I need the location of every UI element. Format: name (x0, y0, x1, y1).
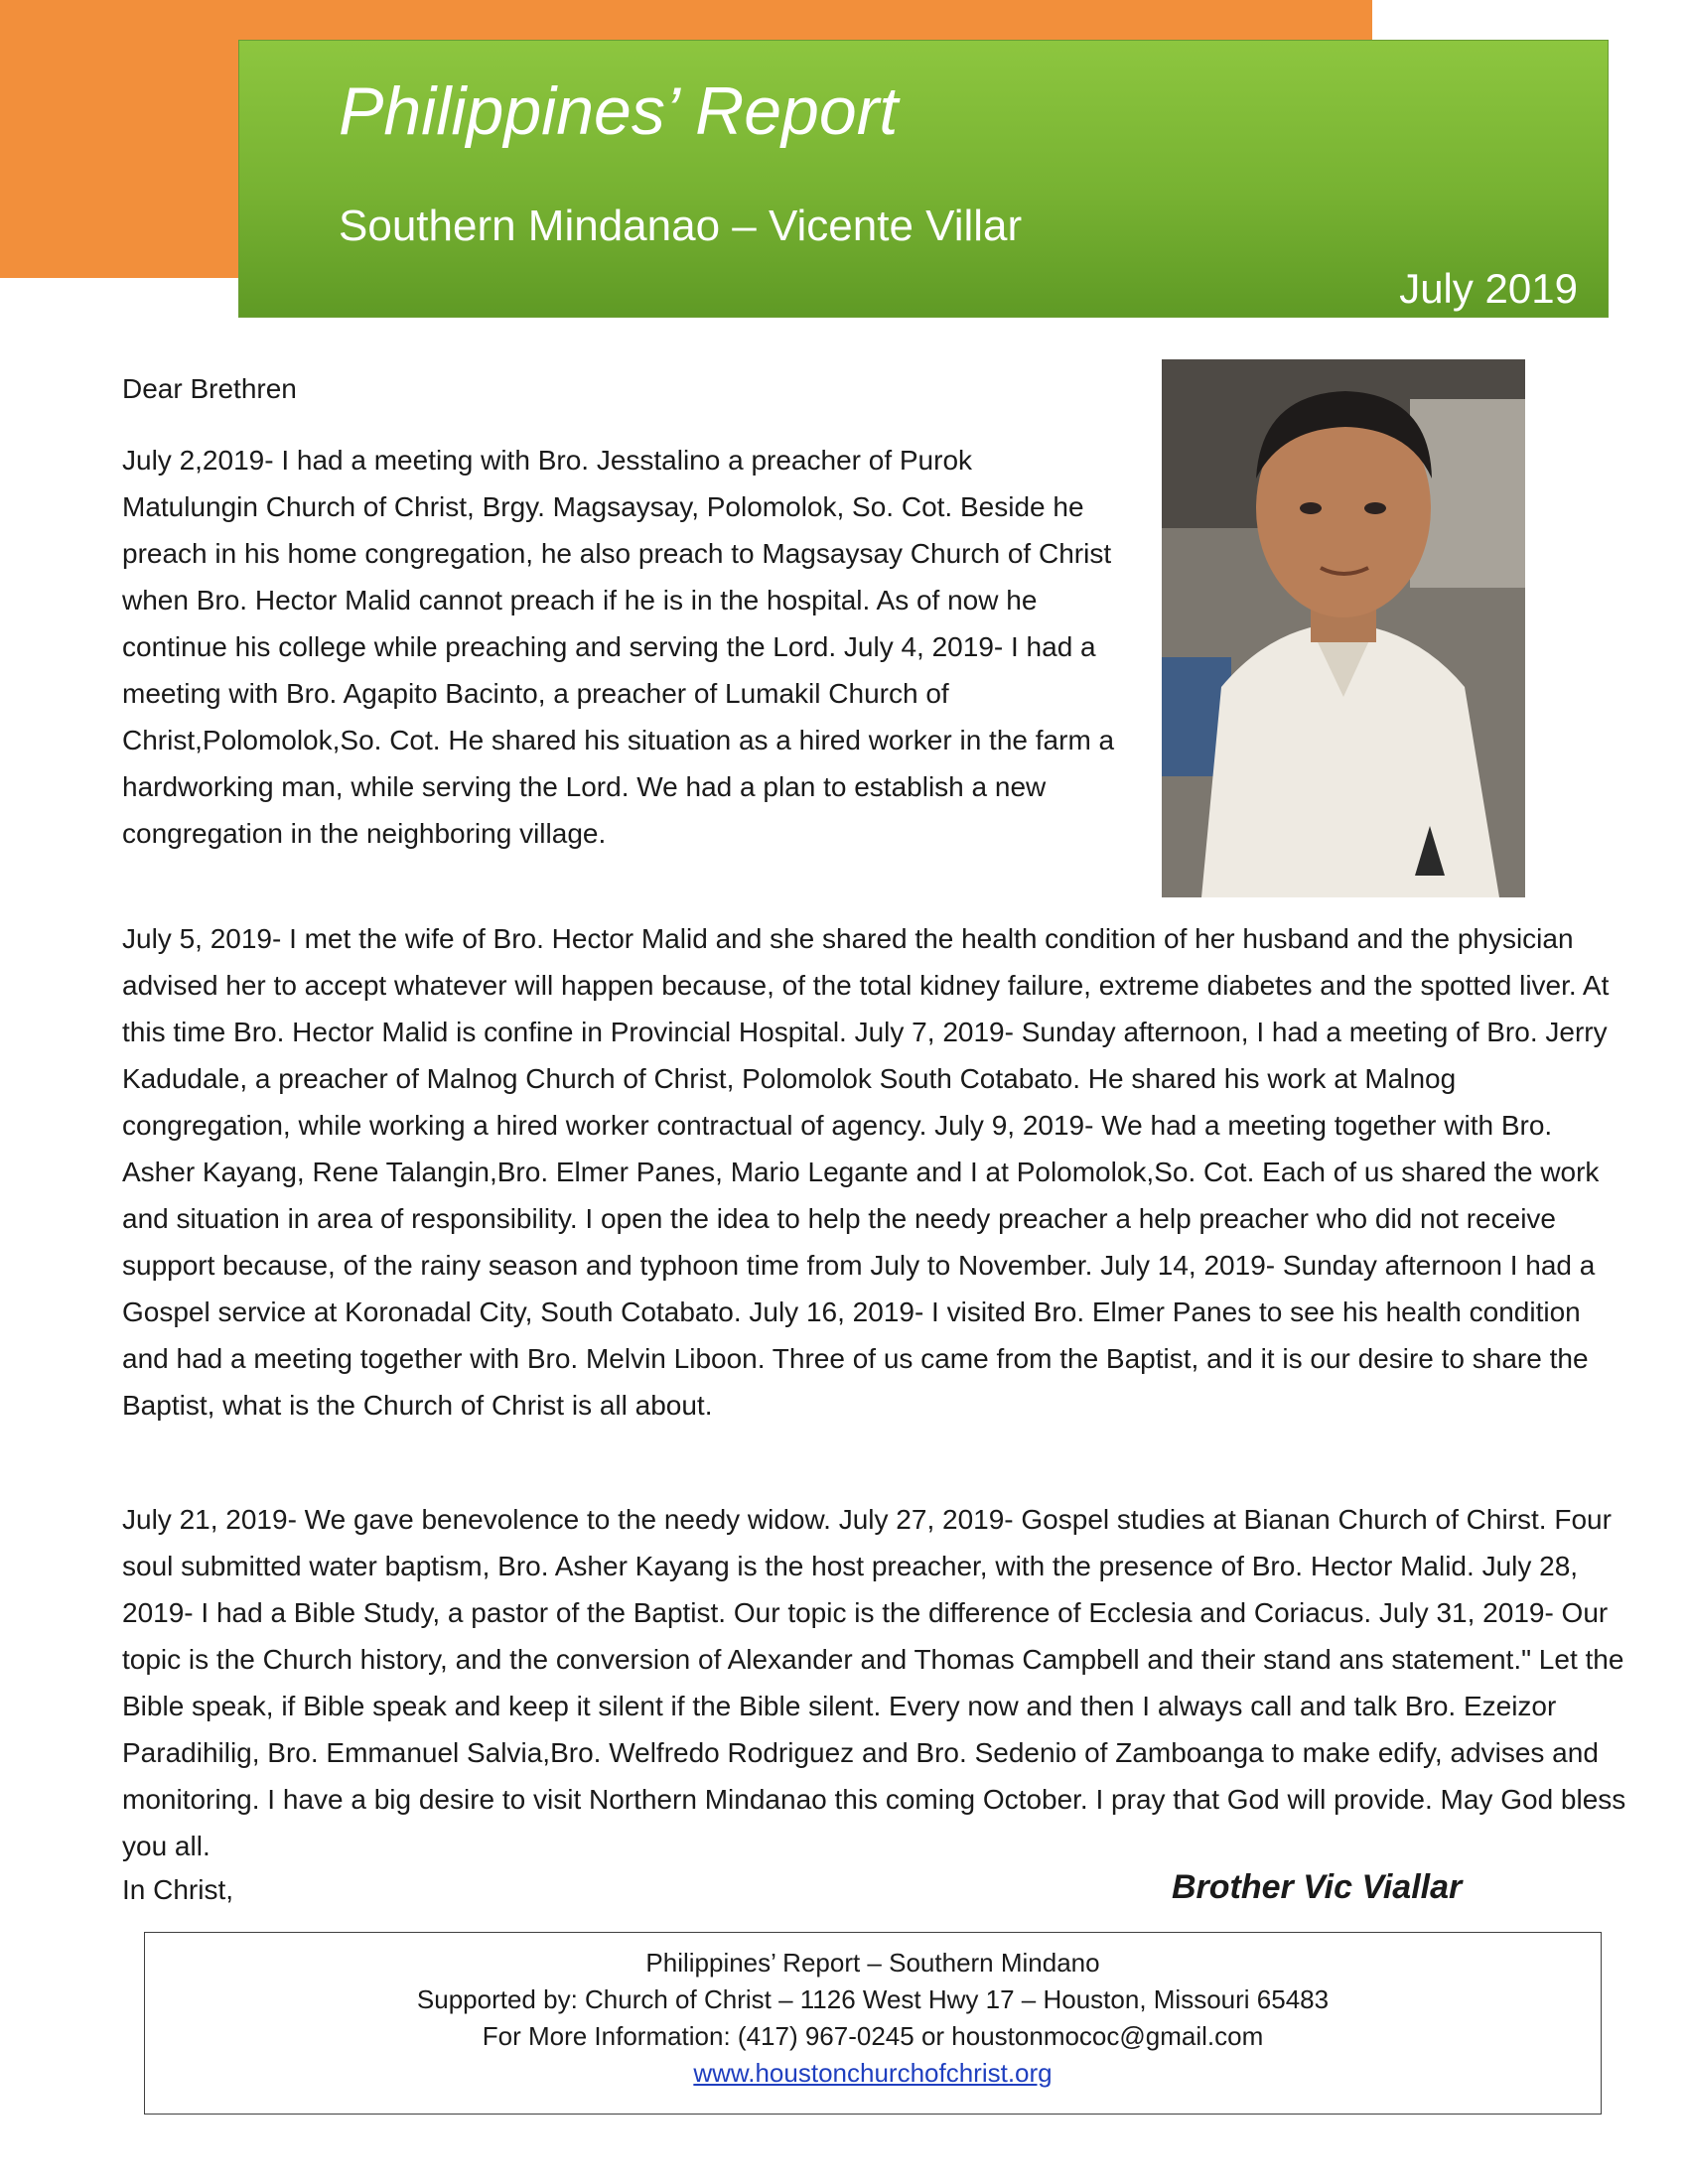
letter-closing: In Christ, (122, 1874, 234, 1905)
letter-paragraph-2: July 5, 2019- I met the wife of Bro. Hector Malid and she shared the health condition of her husband and the physician advised her to accept whatever will happen because, of the total kidney failure, extreme diabetes and the spotted liver. At this time Bro. Hector Malid is confine in Provincial Hospital. July 7, 2019- Sunday afternoon, I had a meeting of Bro. Jerry Kadudale, a preacher of Malnog Church of Christ, Polomolok South Cotabato. He shared his work at Malnog congregation, while working a hired worker contractual of agency. July 9, 2019- We had a meeting together with Bro. Asher Kayang, Rene Talangin,Bro. Elmer Panes, Mario Legante and I at Polomolok,So. Cot. Each of us shared the work and situation in area of responsibility. I open the idea to help the needy preacher a help preacher who did not receive support because, of the rainy season and typhoon time from July to November. July 14, 2019- Sunday afternoon I had a Gospel service at Koronadal City, South Cotabato. July 16, 2019- I visited Bro. Elmer Panes to see his health condition and had a meeting together with Bro. Melvin Liboon. Three of us came from the Baptist, and it is our desire to share the Baptist, what is the Church of Christ is all about. (122, 923, 1610, 1421)
report-date: July 2019 (1399, 265, 1578, 312)
portrait-illustration (1162, 359, 1525, 897)
header-banner (238, 40, 1609, 318)
footer-website-link[interactable]: www.houstonchurchofchrist.org (693, 2058, 1053, 2088)
letter-signature: Brother Vic Viallar (1172, 1868, 1463, 1906)
report-title: Philippines’ Report (339, 73, 899, 149)
letter-paragraph-1: July 2,2019- I had a meeting with Bro. Jesstalino a preacher of Purok Matulungin Church of Christ, Brgy. Magsaysay, Polomolok, So. Cot. Beside he preach in his home congregation, he also preach to Magsaysay Church of Christ when Bro. Hector Malid cannot preach if he is in the hospital. As of now he continue his college while preaching and serving the Lord. July 4, 2019- I had a meeting with Bro. Agapito Bacinto, a preacher of Lumakil Church of Christ,Polomolok,So. Cot. He shared his situation as a hired worker in the farm a hardworking man, while serving the Lord. We had a plan to establish a new congregation in the neighboring village. (122, 445, 1115, 849)
author-photo (1162, 359, 1525, 897)
footer-report-name: Philippines’ Report – Southern Mindano (645, 1948, 1100, 1978)
footer-contact-info: For More Information: (417) 967-0245 or houstonmococ@gmail.com (482, 2021, 1264, 2051)
letter-paragraph-3: July 21, 2019- We gave benevolence to the needy widow. July 27, 2019- Gospel studies at Bianan Church of Chirst. Four soul submitted water baptism, Bro. Asher Kayang is the host preacher, with the presence of Bro. Hector Malid. July 28, 2019- I had a Bible Study, a pastor of the Baptist. Our topic is the difference of Ecclesia and Coriacus. July 31, 2019- Our topic is the Church history, and the conversion of Alexander and Thomas Campbell and their stand ans statement." Let the Bible speak, if Bible speak and keep it silent if the Bible silent. Every now and then I always call and talk Bro. Ezeizor Paradihilig, Bro. Emmanuel Salvia,Bro. Welfredo Rodriguez and Bro. Sedenio of Zamboanga to make edify, advises and monitoring. I have a big desire to visit Northern Mindanao this coming October. I pray that God will provide. May God bless you all. (122, 1504, 1626, 1861)
report-subtitle: Southern Mindanao – Vicente Villar (339, 202, 1023, 250)
footer-info-box (144, 1932, 1602, 2115)
footer-supported-by: Supported by: Church of Christ – 1126 West Hwy 17 – Houston, Missouri 65483 (416, 1984, 1330, 2014)
letter-greeting: Dear Brethren (122, 373, 297, 404)
